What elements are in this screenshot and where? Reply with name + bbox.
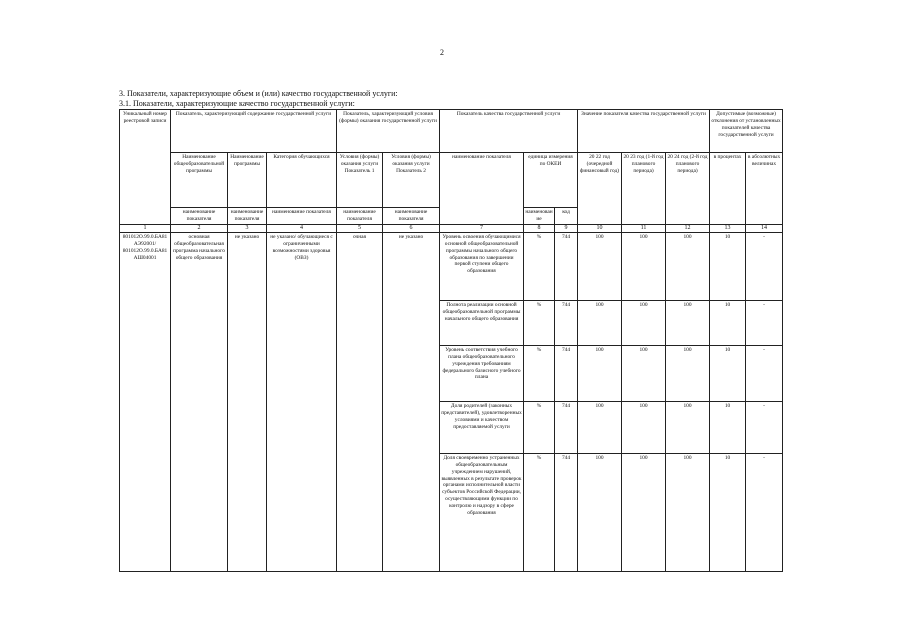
indicator-name: Доля своевременно устраненных общеобразовательным учреждением нарушений, выявленных в результате проверок органами исполнительной власти субъектов Российской Федерации, осуществляющими функции по контролю и надзору в сфере образования [440,453,524,571]
record-program-name: не указано [228,232,267,571]
header-sub-name: наименование показателя [171,208,228,225]
header-unique-number: Уникальный номер реестровой записи [120,110,171,225]
indicator-deviation-percent: 10 [710,345,746,401]
indicator-code: 744 [555,345,578,401]
header-sub-name: наименование показателя [383,208,440,225]
header-program-name: Наименование программы [228,153,267,208]
header-unit: единица измерения по ОКЕИ [524,153,578,208]
page-number: 2 [440,48,444,57]
record-program: основная общеобразовательная программа начального общего образования [171,232,228,571]
header-sub-name: наименование показателя [337,208,383,225]
indicator-value-year-1: 100 [578,232,622,300]
record-condition-2: не указано [383,232,440,571]
indicator-unit: % [524,453,555,571]
indicator-deviation-percent: 10 [710,453,746,571]
column-number: 11 [622,224,666,232]
indicator-value-year-1: 100 [578,453,622,571]
indicator-unit: % [524,300,555,345]
header-indicator-name: наименование показателя [440,153,524,225]
header-condition-1: Условия (формы) оказания услуги Показатель 1 [337,153,383,208]
record-condition-1: очная [337,232,383,571]
indicator-unit: % [524,401,555,453]
column-number: 14 [746,224,783,232]
header-year-3: 20 24 год (2-й год планового периода) [666,153,710,225]
column-number: 10 [578,224,622,232]
indicator-deviation-percent: 10 [710,300,746,345]
header-unit-code: код [555,208,578,225]
indicator-code: 744 [555,401,578,453]
indicator-value-year-3: 100 [666,232,710,300]
indicator-code: 744 [555,300,578,345]
indicator-value-year-2: 100 [622,300,666,345]
header-value-group: Значение показателя качества государственной услуги [578,110,710,153]
column-number: 12 [666,224,710,232]
header-condition-2: Условия (формы) оказания услуги Показатель 2 [383,153,440,208]
indicator-deviation-absolute: - [746,453,783,571]
indicator-name: Уровень освоения обучающимися основной общеобразовательной программы начального общего образования по завершении первой ступени общего образования [440,232,524,300]
indicator-deviation-percent: 10 [710,401,746,453]
header-deviation-group: Допустимые (возможные) отклонения от установленных показателей качества государственной услуги [710,110,783,153]
indicator-deviation-absolute: - [746,345,783,401]
indicator-unit: % [524,345,555,401]
indicator-value-year-3: 100 [666,345,710,401]
column-number: 3 [228,224,267,232]
header-year-1: 20 22 год (очередной финансовый год) [578,153,622,225]
indicator-value-year-1: 100 [578,401,622,453]
indicator-value-year-2: 100 [622,453,666,571]
indicator-unit: % [524,232,555,300]
indicator-name: Уровень соответствия учебного плана общеобразовательного учреждения требованиям федерального базисного учебного плана [440,345,524,401]
record-unique-number: 801012О.99.0.БА81АЭ92001/ 801012О.99.0.БА81АШ04001 [120,232,171,571]
column-number: 1 [120,224,171,232]
indicator-deviation-absolute: - [746,300,783,345]
header-conditions-group: Показатель, характеризующий условия (формы) оказания государственной услуги [337,110,440,153]
quality-indicators-table [119,109,783,572]
header-sub-name: наименование показателя [228,208,267,225]
indicator-code: 744 [555,453,578,571]
column-number: 7 [440,224,524,232]
section-heading: 3. Показатели, характеризующие объем и (или) качество государственной услуги: [119,89,398,98]
indicator-value-year-3: 100 [666,453,710,571]
column-number: 13 [710,224,746,232]
header-sub-name: наименование показателя [267,208,337,225]
indicator-name: Полнота реализации основной общеобразовательной программы начального общего образования [440,300,524,345]
indicator-value-year-3: 100 [666,300,710,345]
column-number: 9 [555,224,578,232]
header-deviation-absolute: в абсолютных величинах [746,153,783,225]
indicator-deviation-absolute: - [746,232,783,300]
indicator-value-year-2: 100 [622,401,666,453]
indicator-value-year-2: 100 [622,232,666,300]
header-quality-group: Показатель качества государственной услуги [440,110,578,153]
column-number: 6 [383,224,440,232]
header-deviation-percent: в процентах [710,153,746,225]
column-number: 8 [524,224,555,232]
column-number: 2 [171,224,228,232]
subsection-heading: 3.1. Показатели, характеризующие качество государственной услуги: [119,99,355,108]
indicator-value-year-1: 100 [578,300,622,345]
column-number: 5 [337,224,383,232]
indicator-deviation-absolute: - [746,401,783,453]
indicator-value-year-1: 100 [578,345,622,401]
record-category: не указано/ обучающиеся с ограниченными возможностями здоровья (ОВЗ) [267,232,337,571]
header-unit-name: наименование [524,208,555,225]
header-year-2: 20 23 год (1-й год планового периода) [622,153,666,225]
indicator-code: 744 [555,232,578,300]
indicator-deviation-percent: 10 [710,232,746,300]
indicator-name: Доля родителей (законных представителей), удовлетворенных условиями и качеством предоставляемой услуги [440,401,524,453]
header-program: Наименование общеобразовательной программы [171,153,228,208]
indicator-value-year-2: 100 [622,345,666,401]
header-category: Категория обучающихся [267,153,337,208]
column-number: 4 [267,224,337,232]
header-content-group: Показатель, характеризующий содержание государственной услуги [171,110,337,153]
indicator-value-year-3: 100 [666,401,710,453]
